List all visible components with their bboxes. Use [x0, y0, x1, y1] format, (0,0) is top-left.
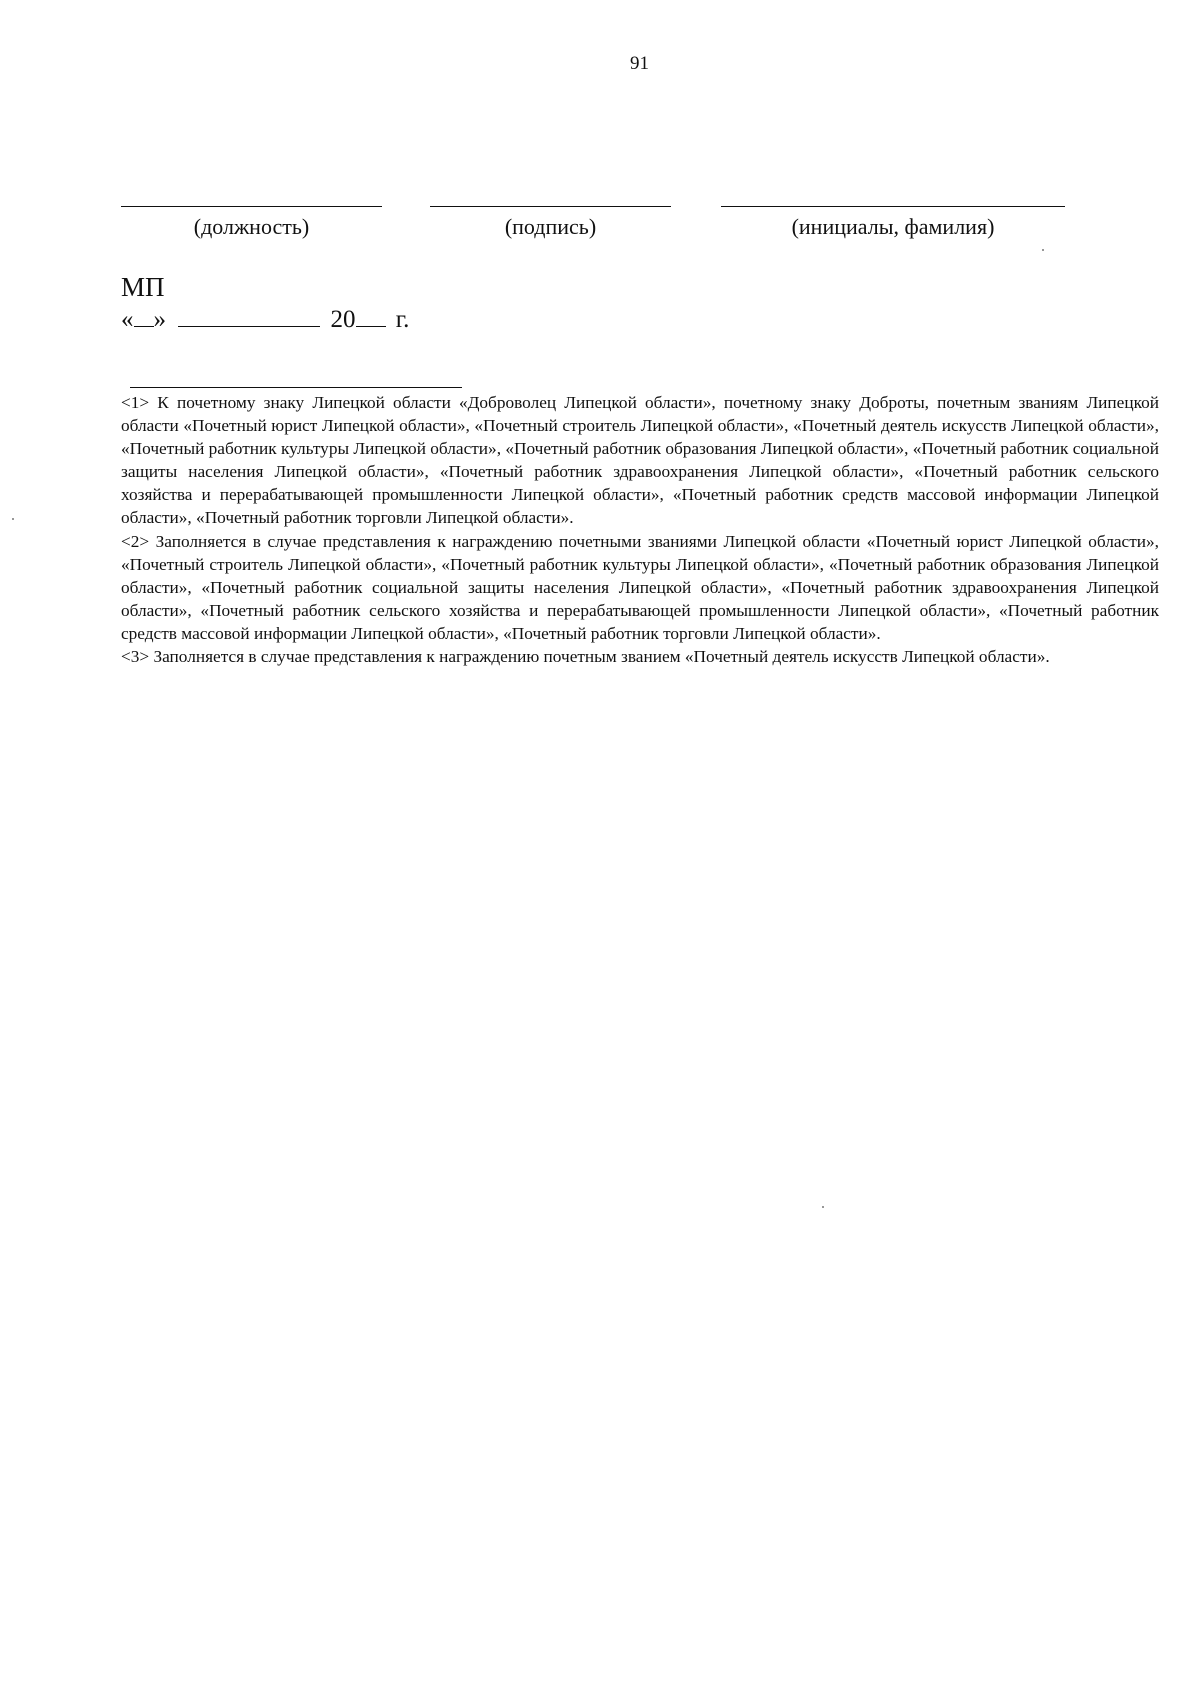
- year-suffix: г.: [395, 306, 410, 333]
- scan-speck: [822, 1206, 824, 1208]
- scan-speck: [1042, 249, 1044, 251]
- day-blank: [134, 306, 154, 327]
- signature-label: (подпись): [504, 214, 597, 239]
- footnote-3: <3> Заполняется в случае представления к награждению почетным званием «Почетный деятель искусств Липецкой области».: [121, 647, 1050, 667]
- footnotes: [121, 391, 1159, 668]
- month-blank: [178, 306, 320, 327]
- year-prefix: 20: [330, 306, 356, 333]
- date-close-quote: »: [153, 306, 166, 333]
- stamp-mark: МП: [121, 272, 165, 302]
- position-label: (должность): [193, 214, 310, 239]
- date-row: [121, 306, 409, 334]
- footnote-separator: [130, 387, 462, 388]
- signature-line: [430, 206, 671, 207]
- name-signature-line: [721, 206, 1065, 207]
- footnote-2: <2> Заполняется в случае представления к награждению почетными званиями Липецкой области «Почетный юрист Липецкой области», «Почетный строитель Липецкой области», «Почетный работник культуры Липецкой области», «Почетный работник образования Липецкой области», «Почетный работник социальной защиты населения Липецкой области», «Почетный работник здравоохранения Липецкой области», «Почетный работник сельского хозяйства и перерабатывающей промышленности Липецкой области», «Почетный работник средств массовой информации Липецкой области», «Почетный работник торговли Липецкой области».: [121, 531, 1159, 643]
- page-number: 91: [630, 53, 649, 74]
- position-signature-line: [121, 206, 382, 207]
- year-blank: [356, 306, 386, 327]
- scan-speck: [12, 518, 14, 520]
- date-open-quote: «: [121, 306, 134, 333]
- footnote-1: <1> К почетному знаку Липецкой области «Доброволец Липецкой области», почетному знаку Доброты, почетным званиям Липецкой области «Почетный юрист Липецкой области», «Почетный строитель Липецкой области», «Почетный деятель искусств Липецкой области», «Почетный работник культуры Липецкой области», «Почетный работник образования Липецкой области», «Почетный работник социальной защиты населения Липецкой области», «Почетный работник здравоохранения Липецкой области», «Почетный работник сельского хозяйства и перерабатывающей промышленности Липецкой области», «Почетный работник средств массовой информации Липецкой области», «Почетный работник торговли Липецкой области».: [121, 393, 1159, 528]
- name-label: (инициалы, фамилия): [791, 214, 995, 239]
